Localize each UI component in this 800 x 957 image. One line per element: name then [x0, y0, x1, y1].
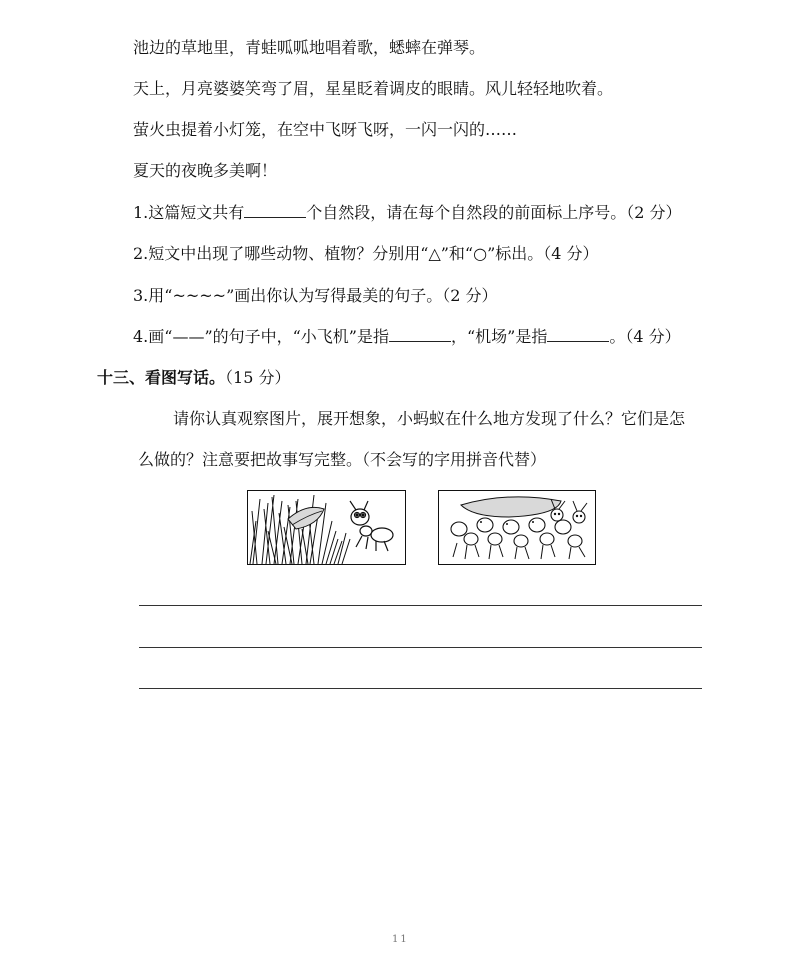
question-4-text-a: 4.画“——”的句子中，“小飞机”是指: [133, 327, 389, 346]
passage-paragraph-2: 天上，月亮婆婆笑弯了眉，星星眨着调皮的眼睛。风儿轻轻地吹着。: [133, 79, 614, 98]
passage-paragraph-4: 夏天的夜晚多美啊！: [133, 161, 278, 180]
answer-blank-airport[interactable]: [547, 327, 609, 342]
section-13-heading: [97, 368, 290, 388]
question-4-text-c: 。（4 分）: [609, 327, 681, 346]
answer-blank-paragraph-count[interactable]: [244, 203, 306, 218]
question-4-text-b: ，“机场”是指: [451, 327, 548, 346]
section-13-prompt-line-1: 请你认真观察图片，展开想象，小蚂蚁在什么地方发现了什么？它们是怎: [173, 409, 686, 428]
writing-line-3[interactable]: [139, 688, 702, 689]
answer-blank-small-plane[interactable]: [389, 327, 451, 342]
question-1-text-b: 个自然段，请在每个自然段的前面标上序号。（2 分）: [306, 203, 682, 222]
page-number: 11: [392, 934, 409, 945]
question-3: 3.用“~~~~”画出你认为写得最美的句子。（2 分）: [133, 286, 498, 305]
section-13-prompt-line-2: 么做的？注意要把故事写完整。（不会写的字用拼音代替）: [138, 450, 547, 469]
section-13-score: （15 分）: [225, 368, 291, 387]
writing-line-2[interactable]: [139, 647, 702, 648]
question-4: [133, 327, 681, 347]
question-1-text-a: 1.这篇短文共有: [133, 203, 245, 222]
question-2: 2.短文中出现了哪些动物、植物？分别用“△”和“○”标出。（4 分）: [133, 244, 599, 263]
ants-carrying-illustration: [439, 491, 595, 564]
passage-paragraph-3: 萤火虫提着小灯笼，在空中飞呀飞呀，一闪一闪的……: [133, 120, 518, 139]
picture-ant-in-grass: [247, 490, 406, 565]
ant-grass-illustration: [248, 491, 405, 564]
picture-ants-carrying: [438, 490, 596, 565]
question-1: [133, 203, 682, 223]
section-13-title: 十三、看图写话。: [97, 368, 226, 387]
writing-line-1[interactable]: [139, 605, 702, 606]
passage-paragraph-1: 池边的草地里，青蛙呱呱地唱着歌，蟋蟀在弹琴。: [133, 38, 486, 57]
